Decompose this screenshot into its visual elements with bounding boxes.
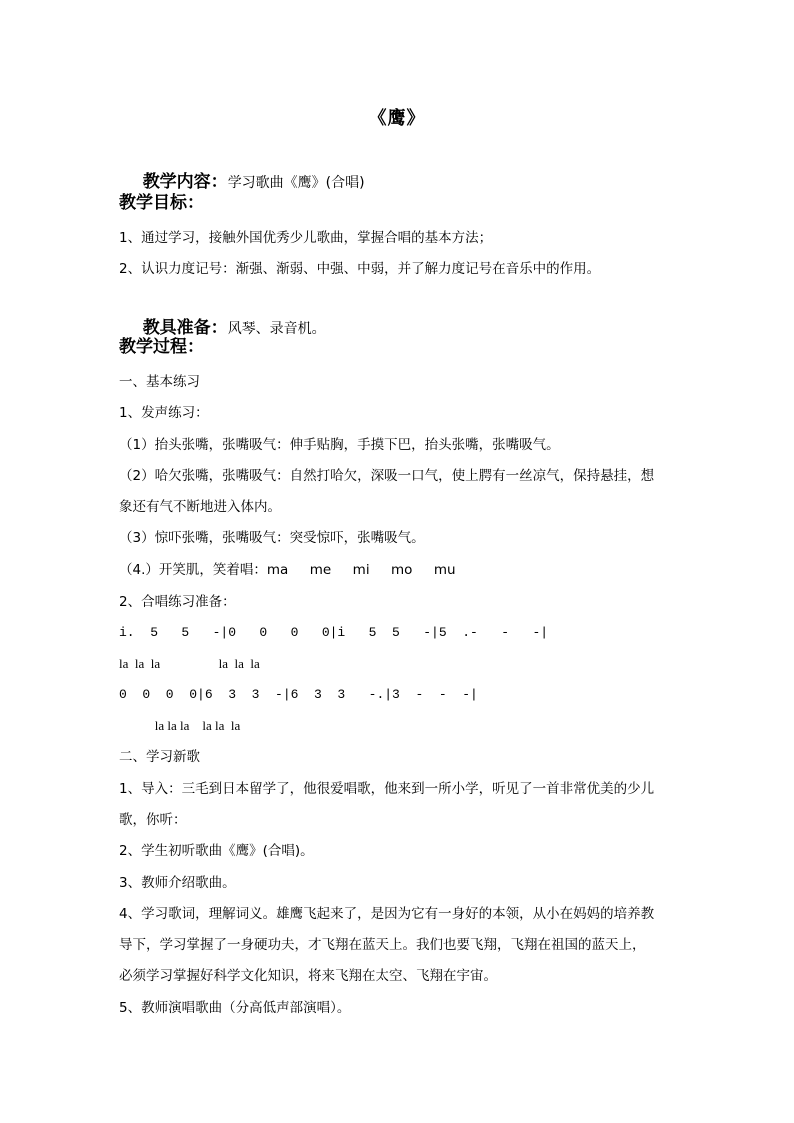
vocal-practice-item: （1）抬头张嘴，张嘴吸气：伸手贴胸，手摸下巴，抬头张嘴，张嘴吸气。 — [119, 437, 560, 453]
section-heading-basic-practice: 一、基本练习 — [119, 374, 200, 390]
notation-line: 0 0 0 0|6 3 3 -|6 3 3 -.|3 - - -| — [119, 687, 478, 702]
teaching-tools-label: 教具准备： — [142, 318, 228, 338]
vocal-practice-title: 1、发声练习： — [119, 405, 209, 421]
lyrics-line: la la la la la la — [119, 718, 241, 733]
lyrics-line: la la la la la la — [119, 656, 260, 671]
vocal-practice-item: （3）惊吓张嘴，张嘴吸气：突受惊吓，张嘴吸气。 — [119, 530, 425, 546]
vocal-practice-item: 象还有气不断地进入体内。 — [119, 499, 281, 515]
teaching-goals-heading: 教学目标： — [119, 193, 204, 213]
teaching-tools-text: 风琴、录音机。 — [227, 321, 326, 337]
song-step: 导下，学习掌握了一身硬功夫，才飞翔在蓝天上。我们也要飞翔，飞翔在祖国的蓝天上， — [119, 937, 646, 953]
song-step: 2、学生初听歌曲《鹰》(合唱)。 — [119, 843, 314, 859]
song-step: 3、教师介绍歌曲。 — [119, 875, 236, 891]
section-heading-learn-song: 二、学习新歌 — [119, 749, 200, 765]
teaching-content-label: 教学内容： — [142, 172, 228, 192]
vocal-practice-item: （4.）开笑肌，笑着唱：ma me mi mo mu — [119, 562, 456, 578]
song-step: 5、教师演唱歌曲（分高低声部演唱）。 — [119, 1000, 351, 1016]
teaching-process-heading: 教学过程： — [119, 337, 204, 357]
vocal-practice-item: （2）哈欠张嘴，张嘴吸气：自然打哈欠，深吸一口气，使上腭有一丝凉气，保持悬挂，想 — [119, 468, 655, 484]
song-step: 必须学习掌握好科学文化知识，将来飞翔在太空、飞翔在宇宙。 — [119, 968, 497, 984]
teaching-content-text: 学习歌曲《鹰》(合唱) — [227, 175, 365, 191]
notation-line: i. 5 5 -|0 0 0 0|i 5 5 -|5 .- - -| — [119, 625, 549, 640]
document-title: 《鹰》 — [368, 108, 426, 129]
song-step: 歌，你听： — [119, 812, 187, 828]
song-step: 4、学习歌词，理解词义。雄鹰飞起来了，是因为它有一身好的本领，从小在妈妈的培养教 — [119, 906, 655, 922]
song-step: 1、导入：三毛到日本留学了，他很爱唱歌，他来到一所小学，听见了一首非常优美的少儿 — [119, 781, 655, 797]
goal-item: 1、通过学习，接触外国优秀少儿歌曲，掌握合唱的基本方法； — [119, 230, 493, 246]
goal-item: 2、认识力度记号：渐强、渐弱、中强、中弱，并了解力度记号在音乐中的作用。 — [119, 261, 601, 277]
chorus-practice-title: 2、合唱练习准备： — [119, 594, 236, 610]
